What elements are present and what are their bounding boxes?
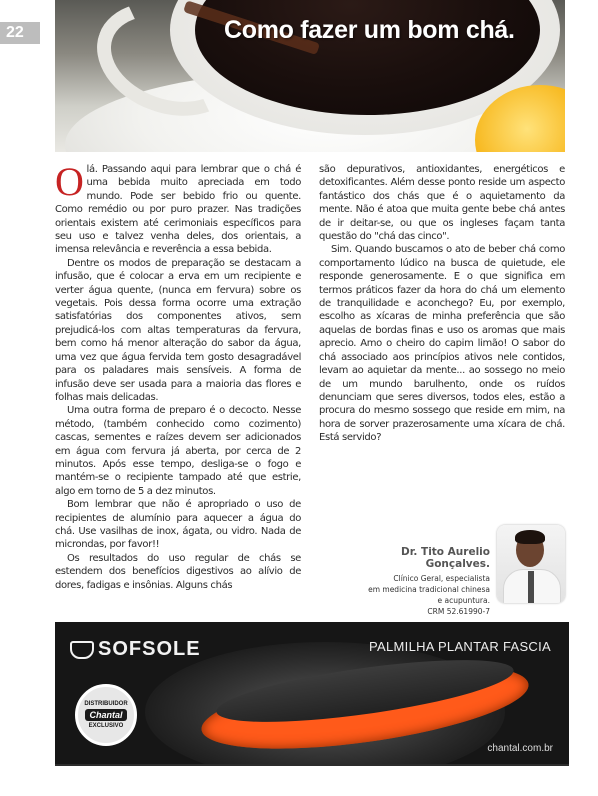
page-number: 22 <box>0 22 40 44</box>
article-paragraph: Uma outra forma de preparo é o decocto. Nesse método, (também conhecido como cozimento) cascas, sementes e raízes devem ser adicionados em água com fervura já aberta, por cerca de 2 minutos. Após esse tempo, desliga-se o fogo e mantém-se o recipiente tampado até que estrie, algo em torno de 5 a dez minutos. <box>55 405 301 497</box>
author-credential: Clínico Geral, especialista <box>393 574 490 583</box>
distributor-badge <box>75 684 137 746</box>
author-signature <box>340 546 490 617</box>
advertisement-banner[interactable] <box>55 622 569 766</box>
article-paragraph: Olá. Passando aqui para lembrar que o chá é uma bebida muito apreciada em todo mundo. Pode ser bebido frio ou quente. Como remédio ou por puro prazer. Nas tradições orientais existem até cerimoniais específicos para seu uso e talvez venha deles, dos orientais, a imensa relevância e reverência a essa bebida. <box>55 159 301 256</box>
article-title: Como fazer um bom chá. <box>224 16 515 44</box>
ad-brand-text: SOFSOLE <box>98 638 201 660</box>
ad-brand-logo <box>70 638 201 661</box>
badge-brand: Chantal <box>85 709 126 721</box>
drop-cap: O <box>55 159 84 204</box>
shield-logo-icon <box>70 641 94 659</box>
article-paragraph: Bom lembrar que não é apropriado o uso de recipientes de alumínio para aquecer a água do chá. Use vasilhas de inox, ágata, ou vidro. Nada de microndas, por favor!! <box>55 499 301 551</box>
article-column-left <box>55 159 301 592</box>
author-tie <box>528 571 534 603</box>
badge-top-text: DISTRIBUIDOR <box>84 701 128 707</box>
author-name: Dr. Tito Aurelio Gonçalves. <box>400 546 490 570</box>
ad-divider <box>55 764 569 766</box>
article-paragraph: Dentre os modos de preparação se destacam a infusão, que é colocar a erva em um recipiente e verter água quente, (nunca em fervura) sobre os vegetais. Pois dessa forma ocorre uma extração satisfatórias dos componentes ativos, sem prejudicá-los com altas temperaturas da fervura, bem como há menor alteração do sabor da água, uma vez que água fervida tem gosto desagradável para os paladares mais sensíveis. A forma de infusão deve ser usada para a maioria das flores e folhas mais delicadas. <box>55 257 301 403</box>
article-column-right <box>319 163 565 445</box>
author-crm: CRM 52.61990-7 <box>427 607 490 616</box>
author-photo <box>497 525 565 603</box>
ad-tagline: PALMILHA PLANTAR FASCIA <box>369 639 551 654</box>
author-credential: em medicina tradicional chinesa <box>368 585 490 594</box>
ad-url[interactable]: chantal.com.br <box>487 743 553 754</box>
author-credential: e acupuntura. <box>437 596 490 605</box>
article-paragraph: são depurativos, antioxidantes, energéticos e detoxificantes. Além desse ponto reside um aspecto fantástico dos chás que é o aquietamento da mente. Não é atoa que muita gente bebe chá antes de ir deitar-se, ou que os ingleses façam tanta questão do "chá das cinco". <box>319 164 565 243</box>
article-paragraph: Os resultados do uso regular de chás se estendem dos benefícios digestivos ao alívio de dores, fadigas e insônias. Alguns chás <box>55 552 301 591</box>
author-hair <box>515 530 545 544</box>
badge-bottom-text: EXCLUSIVO <box>88 723 124 729</box>
article-paragraph: Sim. Quando buscamos o ato de beber chá como comportamento lúdico na busca de quietude, ele responde generosamente. E o que significa em termos práticos fazer da hora do chá um elemento de tranquilidade e aconchego? Eu, por exemplo, escolho as xícaras de minha preferência que são aquelas de bordas finas e uso os aromas que mais aprecio. Amo o cheiro do capim limão! O sabor do chá associado aos princípios ativos nele contidos, levam ao aquietar da mente... ao sossego no meio de um mundo barulhento, onde os ruídos denunciam que seres diversos, todos eles, estão a procura do mesmo sossego que reside em mim, na hora de sorver prazerosamente uma xícara de chá. Está servido? <box>319 244 565 444</box>
